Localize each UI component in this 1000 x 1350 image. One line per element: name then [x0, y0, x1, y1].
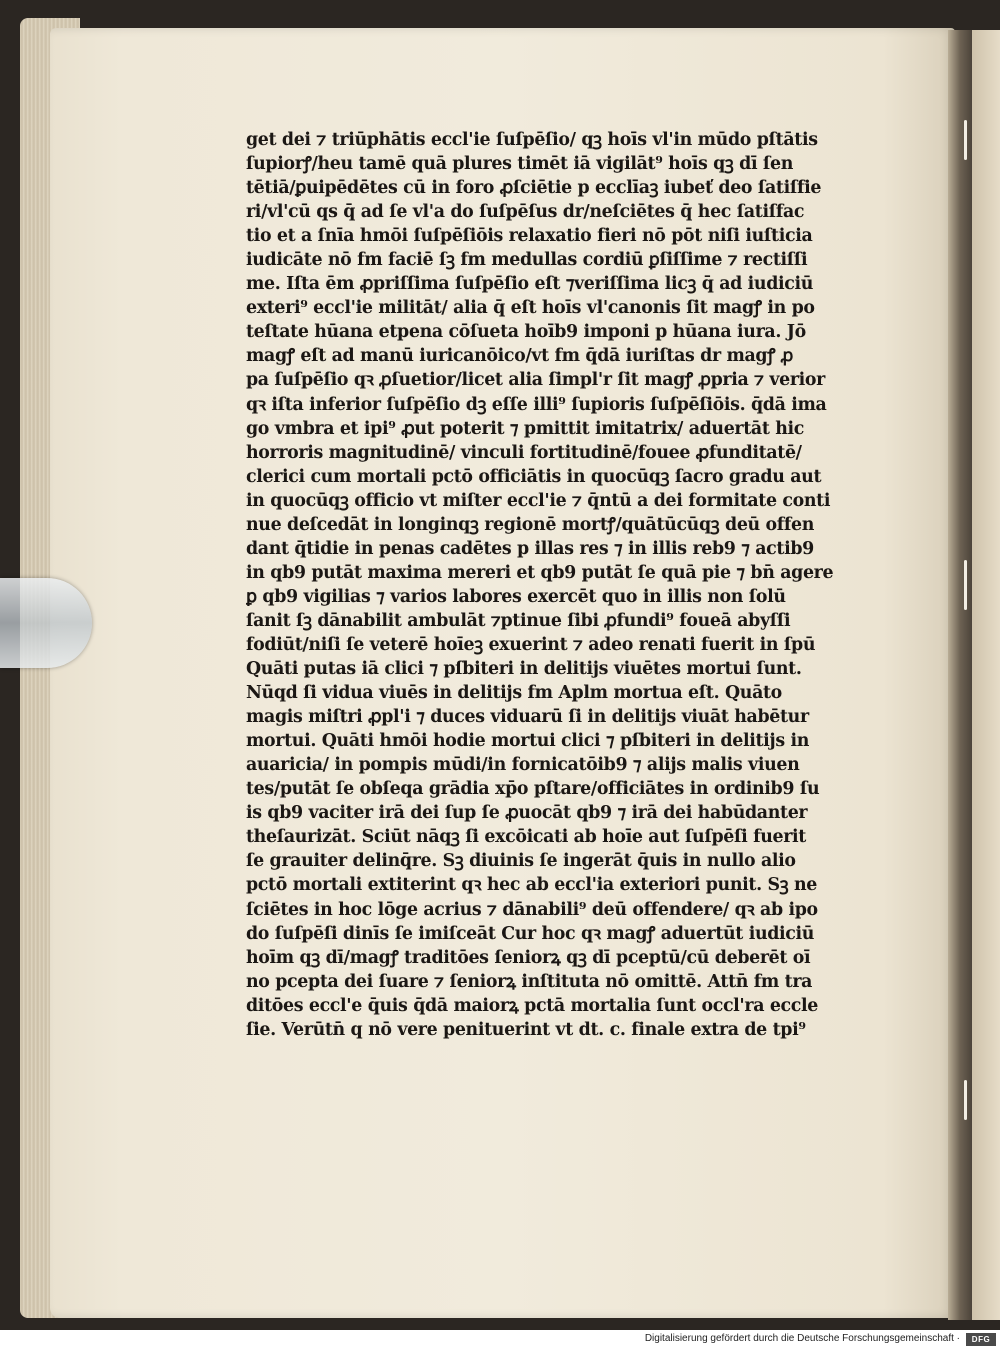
text-line: teſtate hūana etpena cōſueta hoīb9 imponi p hūana iura. Jō — [246, 322, 806, 343]
dfg-logo: DFG — [966, 1333, 996, 1346]
text-line: qꝛ iſta inferior ſuſpēſio dꝫ eſſe illi⁹ ſupioris ſuſpēſiōis. q̄dā ima — [246, 394, 827, 415]
text-line: ſe grauiter delinq̄re. Sꝫ diuinis ſe ingerāt q̄uis in nullo alio — [246, 851, 796, 872]
text-line: in qb9 putāt maxima mereri et qb9 putāt ſe quā pie ⁊ bn̄ agere — [246, 562, 834, 583]
text-line: ſanit ſꝫ dānabilit ambulāt ⁊ptinue ſibi ꝓfundi⁹ foueā abyſſi — [246, 610, 791, 631]
text-line: ꝑ qb9 vigilias ⁊ varios labores exercēt quo in illis non ſolū — [246, 586, 786, 607]
text-line: do ſuſpēſi dinīs ſe imiſceāt Cur hoc qꝛ magꝭ aduertūt iudiciū — [246, 923, 815, 944]
text-line: iudicāte nō fm faciē ſꝫ fm medullas cordiū ꝑſiſſime ⁊ rectiſſi — [246, 250, 808, 271]
text-line: auaricia/ in pompis mūdi/in fornicatōib9 ⁊ alijs malis viuen — [246, 755, 800, 776]
text-line: go vmbra et ipi⁹ ꝓut poterit ⁊ pmittit imitatrix/ aduertāt hic — [246, 418, 805, 439]
text-line: hoīm qꝫ dī/magꝭ traditōes ſeniorꝝ qꝫ dī pceptū/cū deberēt oī — [246, 947, 811, 968]
text-line: tētiā/ꝑuipēdētes cū in foro ꝓſciētie p ecclīaꝫ iubeť deo ſatiſfie — [246, 178, 822, 199]
text-line: Nūqd ſi vidua viuēs in delitijs fm Aplm mortua eſt. Quāto — [246, 683, 782, 704]
text-line: Quāti putas iā clici ⁊ pſbiteri in delitijs viuētes mortui ſunt. — [246, 659, 802, 680]
facing-page — [972, 30, 1000, 1320]
binding-thread — [964, 560, 967, 610]
text-line: mortui. Quāti hmōi hodie mortui clici ⁊ pſbiteri in delitijs in — [246, 731, 810, 752]
binding-thread — [964, 1080, 967, 1120]
text-line: ſciētes in hoc lōge acrius ⁊ dānabili⁹ deū offendere/ qꝛ ab ipo — [246, 899, 818, 920]
text-line: ri/vl'cū qs q̄ ad ſe vl'a do ſuſpēſus dr/neſciētes q̄ hec ſatiſfac — [246, 202, 805, 223]
text-line: pctō mortali extiterint qꝛ hec ab eccl'ia exteriori punit. Sꝫ ne — [246, 875, 817, 896]
text-line: fodiūt/niſi ſe veterē hoīeꝫ exuerint ⁊ adeo renati fuerit in ſpū — [246, 634, 816, 655]
binding-thread — [964, 120, 967, 160]
text-line: ſie. Verūtn̄ q nō vere penituerint vt dt. c. finale extra de tpi⁹ — [246, 1019, 806, 1040]
text-line: theſaurizāt. Sciūt nāqꝫ ſi excōicati ab hoīe aut ſuſpēſi fuerit — [246, 827, 806, 848]
plastic-page-clip — [0, 578, 92, 668]
text-line: pa ſuſpēſio qꝛ ꝓſuetior/licet alia ſimpl'r ſit magꝭ ꝓpria ⁊ verior — [246, 370, 825, 391]
text-line: is qb9 vaciter irā dei ſup ſe ꝓuocāt qb9 ⁊ irā dei habūdanter — [246, 803, 808, 824]
text-line: ſupiorꝭ/heu tamē quā plures timēt iā vigilāt⁹ hoīs qꝫ dī ſen — [246, 154, 794, 175]
text-line: magꝭ eſt ad manū iuricanōico/vt fm q̄dā iuriſtas dr magꝭ ꝓ — [246, 346, 793, 367]
text-line: tes/putāt ſe obſeqa grādia xp̄o pſtare/officiātes in ordinib9 ſu — [246, 779, 820, 800]
text-line: dant q̄tidie in penas cadētes p illas res ⁊ in illis reb9 ⁊ actib9 — [246, 538, 814, 559]
text-line: ditōes eccl'e q̄uis q̄dā maiorꝝ pctā mortalia ſunt occl'ra eccle — [246, 995, 819, 1016]
text-line: clerici cum mortali pctō officiātis in quocūqꝫ ſacro gradu aut — [246, 466, 822, 487]
text-line: in quocūqꝫ officio vt miſter eccl'ie ⁊ q̄ntū a dei formitate conti — [246, 490, 831, 511]
text-line: exteri⁹ eccl'ie militāt/ alia q̄ eſt hoīs vl'canonis ſit magꝭ in po — [246, 298, 815, 319]
text-line: magis miſtri ꝓpl'i ⁊ duces viduarū ſi in delitijs viuāt habētur — [246, 707, 809, 728]
text-line: nue deſcedāt in longinqꝫ regionē mortꝭ/quātūcūqꝫ deū offen — [246, 514, 815, 535]
text-line: horroris magnitudinē/ vinculi fortitudinē/fouee ꝓfunditatē/ — [246, 442, 802, 463]
text-line: get dei ⁊ triūphātis eccl'ie ſuſpēſio/ qꝫ hoīs vl'in mūdo pſtātis — [246, 130, 818, 150]
text-line: me. Iſta ēm ꝓpriſſima ſuſpēſio eſt ⁊veriſſima licꝫ q̄ ad iudiciū — [246, 274, 814, 295]
text-column — [246, 128, 876, 1042]
digitization-credit: Digitalisierung gefördert durch die Deutsche Forschungsgemeinschaft · — [644, 1333, 960, 1344]
text-line: no pcepta dei ſuare ⁊ ſeniorꝝ inſtituta nō omittē. Attn̄ fm tra — [246, 971, 813, 992]
text-line: tio et a ſnīa hmōi ſuſpēſiōis relaxatio fieri nō pōt niſi iuſticia — [246, 226, 813, 247]
footer-bar — [0, 1330, 1000, 1350]
